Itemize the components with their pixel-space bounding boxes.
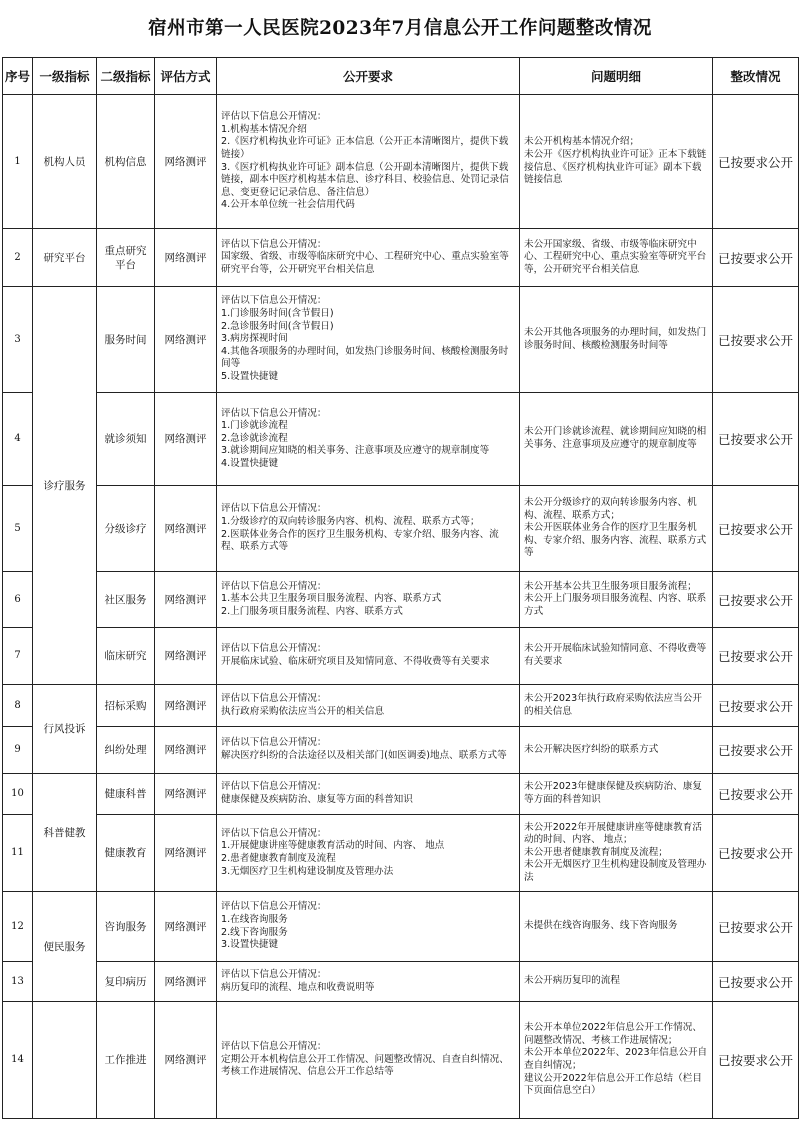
evaluation-method: 网络测评: [155, 1002, 217, 1119]
level1-indicator: 便民服务: [33, 892, 97, 1002]
issue-line: 未公开病历复印的流程: [524, 975, 620, 987]
row-number: 4: [3, 393, 33, 486]
status-cell: 已按要求公开: [713, 95, 799, 229]
level2-indicator: 咨询服务: [97, 892, 155, 962]
requirement-line: 1.门诊就诊流程: [221, 420, 288, 432]
requirement-line: 评估以下信息公开情况：: [221, 238, 327, 250]
level1-indicator: 诊疗服务: [33, 287, 97, 685]
level2-indicator: 社区服务: [97, 572, 155, 628]
table-row: [3, 962, 799, 1002]
requirement-line: 4.其他各项服务的办理时间，如发热门诊服务时间、核酸检测服务时间等: [221, 345, 509, 370]
issue-line: 未公开机构基本情况介绍；: [524, 136, 640, 148]
header-requirement: 公开要求: [217, 58, 520, 95]
status-cell: 已按要求公开: [713, 815, 799, 892]
issue-cell: [520, 229, 713, 287]
table-body: [3, 95, 799, 1119]
header-status: 整改情况: [713, 58, 799, 95]
evaluation-method: 网络测评: [155, 393, 217, 486]
issue-line: 未公开2023年健康保健及疾病防治、康复等方面的科普知识: [524, 781, 702, 805]
level2-indicator: 临床研究: [97, 628, 155, 685]
requirement-line: 3.设置快捷键: [221, 939, 279, 951]
requirement-line: 2.线下咨询服务: [221, 926, 288, 938]
issue-line: 未公开开展临床试验知情同意、不得收费等有关要求: [524, 643, 707, 667]
issue-cell: [520, 287, 713, 393]
level1-indicator: 行风投诉: [33, 685, 97, 774]
requirement-cell: [217, 685, 520, 727]
header-no: 序号: [3, 58, 33, 95]
row-number: 8: [3, 685, 33, 727]
row-number: 5: [3, 486, 33, 572]
header-method: 评估方式: [155, 58, 217, 95]
status-cell: 已按要求公开: [713, 572, 799, 628]
table-row: [3, 287, 799, 393]
requirement-cell: [217, 486, 520, 572]
level2-indicator: 就诊须知: [97, 393, 155, 486]
level2-indicator: 健康教育: [97, 815, 155, 892]
requirement-line: 评估以下信息公开情况：: [221, 1041, 327, 1053]
issue-line: 未公开本单位2022年、2023年信息公开自查自纠情况；: [524, 1047, 708, 1071]
header-row: [3, 58, 799, 95]
table-row: [3, 685, 799, 727]
requirement-cell: [217, 95, 520, 229]
requirement-line: 评估以下信息公开情况：: [221, 781, 327, 793]
evaluation-method: 网络测评: [155, 685, 217, 727]
issue-line: 未公开2023年执行政府采购依法应当公开的相关信息: [524, 692, 702, 717]
table-row: [3, 815, 799, 892]
evaluation-method: 网络测评: [155, 774, 217, 815]
requirement-line: 1.分级诊疗的双向转诊服务内容、机构、流程、联系方式等；: [221, 515, 480, 527]
table-row: [3, 774, 799, 815]
requirement-line: 评估以下信息公开情况：: [221, 295, 327, 307]
requirement-line: 1.在线咨询服务: [221, 913, 288, 925]
issue-cell: [520, 774, 713, 815]
requirement-line: 3.病房探视时间: [221, 333, 288, 345]
requirement-line: 评估以下信息公开情况：: [221, 901, 327, 913]
level2-indicator: 分级诊疗: [97, 486, 155, 572]
table-row: [3, 486, 799, 572]
status-cell: 已按要求公开: [713, 393, 799, 486]
requirement-line: 2.急诊就诊流程: [221, 432, 288, 444]
row-number: 2: [3, 229, 33, 287]
requirement-cell: [217, 393, 520, 486]
level2-indicator: 服务时间: [97, 287, 155, 393]
requirement-line: 2.上门服务项目服务流程、内容、联系方式: [221, 605, 403, 617]
level2-indicator: 健康科普: [97, 774, 155, 815]
requirement-line: 2.《医疗机构执业许可证》正本信息（公开正本清晰图片，提供下载链接）: [221, 136, 509, 160]
requirement-line: 5.设置快捷键: [221, 370, 279, 382]
issue-cell: [520, 962, 713, 1002]
document-title: 宿州市第一人民医院2023年7月信息公开工作问题整改情况: [148, 18, 652, 39]
issue-line: 未公开《医疗机构执业许可证》正本下载链接信息、《医疗机构执业许可证》副本下载链接信息: [524, 148, 707, 186]
issue-line: 未公开分级诊疗的双向转诊服务内容、机构、流程、联系方式；: [524, 497, 697, 521]
evaluation-method: 网络测评: [155, 95, 217, 229]
level1-indicator: [33, 1002, 97, 1119]
level2-indicator: 招标采购: [97, 685, 155, 727]
issue-line: 未公开2022年开展健康讲座等健康教育活动的时间、内容、 地点；: [524, 821, 702, 846]
issue-cell: [520, 628, 713, 685]
requirement-line: 2.医联体业务合作的医疗卫生服务机构、专家介绍、服务内容、流程、联系方式等: [221, 528, 499, 553]
requirement-line: 定期公开本机构信息公开工作情况、问题整改情况、自查自纠情况、考核工作进展情况、信息公开工作总结等: [221, 1053, 509, 1078]
requirement-line: 开展临床试验、临床研究项目及知情同意、不得收费等有关要求: [221, 656, 490, 667]
status-cell: 已按要求公开: [713, 1002, 799, 1119]
requirement-cell: [217, 628, 520, 685]
issue-line: 未公开本单位2022年信息公开工作情况、问题整改情况、考核工作进展情况；: [524, 1022, 702, 1046]
level1-indicator: 研究平台: [33, 229, 97, 287]
row-number: 6: [3, 572, 33, 628]
status-cell: 已按要求公开: [713, 628, 799, 685]
row-number: 1: [3, 95, 33, 229]
level2-indicator: 工作推进: [97, 1002, 155, 1119]
requirement-line: 2.患者健康教育制度及流程: [221, 853, 336, 864]
issue-line: 未公开医联体业务合作的医疗卫生服务机构、专家介绍、服务内容、流程、联系方式等: [524, 522, 707, 559]
requirement-line: 健康保健及疾病防治、康复等方面的科普知识: [221, 794, 413, 805]
table-row: [3, 727, 799, 774]
status-cell: 已按要求公开: [713, 486, 799, 572]
issue-cell: [520, 95, 713, 229]
status-cell: 已按要求公开: [713, 892, 799, 962]
evaluation-method: 网络测评: [155, 727, 217, 774]
evaluation-method: 网络测评: [155, 229, 217, 287]
issue-cell: [520, 892, 713, 962]
rectification-table: [2, 57, 799, 1119]
issue-cell: [520, 815, 713, 892]
requirement-line: 评估以下信息公开情况：: [221, 692, 327, 704]
table-row: [3, 229, 799, 287]
requirement-line: 评估以下信息公开情况：: [221, 737, 327, 749]
row-number: 10: [3, 774, 33, 815]
status-cell: 已按要求公开: [713, 727, 799, 774]
header-level2: 二级指标: [97, 58, 155, 95]
table-row: [3, 393, 799, 486]
requirement-line: 3.就诊期间应知晓的相关事务、注意事项及应遵守的规章制度等: [221, 445, 490, 457]
table-row: [3, 95, 799, 229]
issue-line: 未公开国家级、省级、市级等临床研究中心、工程研究中心、重点实验室等研究平台等，公开研究平台相关信息: [524, 238, 707, 275]
requirement-line: 3.无烟医疗卫生机构建设制度及管理办法: [221, 865, 394, 877]
evaluation-method: 网络测评: [155, 287, 217, 393]
level1-indicator: 机构人员: [33, 95, 97, 229]
requirement-line: 1.机构基本情况介绍: [221, 123, 307, 135]
requirement-line: 1.门诊服务时间(含节假日): [221, 308, 334, 320]
status-cell: 已按要求公开: [713, 685, 799, 727]
status-cell: 已按要求公开: [713, 962, 799, 1002]
row-number: 7: [3, 628, 33, 685]
issue-line: 未公开门诊就诊流程、就诊期间应知晓的相关事务、注意事项及应遵守的规章制度等: [524, 426, 707, 450]
level2-indicator: 复印病历: [97, 962, 155, 1002]
requirement-line: 4.公开本单位统一社会信用代码: [221, 199, 355, 211]
level2-indicator: 纠纷处理: [97, 727, 155, 774]
issue-line: 未提供在线咨询服务、线下咨询服务: [524, 920, 678, 932]
requirement-line: 解决医疗纠纷的合法途径以及相关部门(如医调委)地点、联系方式等: [221, 750, 507, 761]
requirement-line: 3.《医疗机构执业许可证》副本信息（公开副本清晰图片，提供下载链接，副本中医疗机构基本信息、诊疗科目、校验信息、处罚记录信息、变更登记记录信息、备注信息）: [221, 161, 509, 198]
requirement-line: 病历复印的流程、地点和收费说明等: [221, 981, 375, 993]
table-row: [3, 1002, 799, 1119]
row-number: 9: [3, 727, 33, 774]
requirement-cell: [217, 815, 520, 892]
status-cell: 已按要求公开: [713, 774, 799, 815]
requirement-line: 国家级、省级、市级等临床研究中心、工程研究中心、重点实验室等研究平台等，公开研究平台相关信息: [221, 251, 509, 275]
requirement-cell: [217, 727, 520, 774]
row-number: 3: [3, 287, 33, 393]
requirement-cell: [217, 962, 520, 1002]
evaluation-method: 网络测评: [155, 572, 217, 628]
issue-cell: [520, 685, 713, 727]
issue-cell: [520, 486, 713, 572]
requirement-line: 1.开展健康讲座等健康教育活动的时间、内容、 地点: [221, 840, 445, 852]
issue-line: 未公开解决医疗纠纷的联系方式: [524, 743, 659, 755]
row-number: 12: [3, 892, 33, 962]
table-row: [3, 628, 799, 685]
requirement-cell: [217, 572, 520, 628]
status-cell: 已按要求公开: [713, 229, 799, 287]
requirement-cell: [217, 774, 520, 815]
issue-cell: [520, 393, 713, 486]
requirement-cell: [217, 892, 520, 962]
row-number: 13: [3, 962, 33, 1002]
row-number: 11: [3, 815, 33, 892]
evaluation-method: 网络测评: [155, 962, 217, 1002]
requirement-line: 1.基本公共卫生服务项目服务流程、内容、联系方式: [221, 593, 442, 605]
issue-line: 未公开其他各项服务的办理时间，如发热门诊服务时间、核酸检测服务时间等: [524, 326, 707, 351]
issue-line: 未公开患者健康教育制度及流程；: [524, 846, 668, 858]
issue-cell: [520, 1002, 713, 1119]
requirement-cell: [217, 1002, 520, 1119]
header-issue: 问题明细: [520, 58, 713, 95]
requirement-line: 2.急诊服务时间(含节假日): [221, 320, 334, 332]
requirement-line: 评估以下信息公开情况：: [221, 580, 327, 592]
issue-line: 建议公开2022年信息公开工作总结（栏目下页面信息空白）: [524, 1072, 702, 1097]
requirement-line: 执行政府采购依法应当公开的相关信息: [221, 705, 385, 717]
requirement-line: 评估以下信息公开情况：: [221, 968, 327, 980]
level1-indicator: 科普健教: [33, 774, 97, 892]
header-level1: 一级指标: [33, 58, 97, 95]
table-row: [3, 572, 799, 628]
evaluation-method: 网络测评: [155, 815, 217, 892]
evaluation-method: 网络测评: [155, 628, 217, 685]
issue-line: 未公开基本公共卫生服务项目服务流程；: [524, 580, 697, 592]
requirement-line: 4.设置快捷键: [221, 457, 279, 469]
level2-indicator: 机构信息: [97, 95, 155, 229]
level2-indicator: 重点研究平台: [97, 229, 155, 287]
evaluation-method: 网络测评: [155, 892, 217, 962]
status-cell: 已按要求公开: [713, 287, 799, 393]
issue-cell: [520, 572, 713, 628]
issue-cell: [520, 727, 713, 774]
row-number: 14: [3, 1002, 33, 1119]
issue-line: 未公开上门服务项目服务流程、内容、联系方式: [524, 593, 707, 617]
requirement-line: 评估以下信息公开情况：: [221, 503, 327, 515]
requirement-line: 评估以下信息公开情况：: [221, 407, 327, 419]
requirement-line: 评估以下信息公开情况：: [221, 643, 327, 655]
requirement-line: 评估以下信息公开情况：: [221, 827, 327, 839]
table-row: [3, 892, 799, 962]
requirement-line: 评估以下信息公开情况：: [221, 111, 327, 123]
requirement-cell: [217, 287, 520, 393]
issue-line: 未公开无烟医疗卫生机构建设制度及管理办法: [524, 859, 707, 883]
requirement-cell: [217, 229, 520, 287]
evaluation-method: 网络测评: [155, 486, 217, 572]
